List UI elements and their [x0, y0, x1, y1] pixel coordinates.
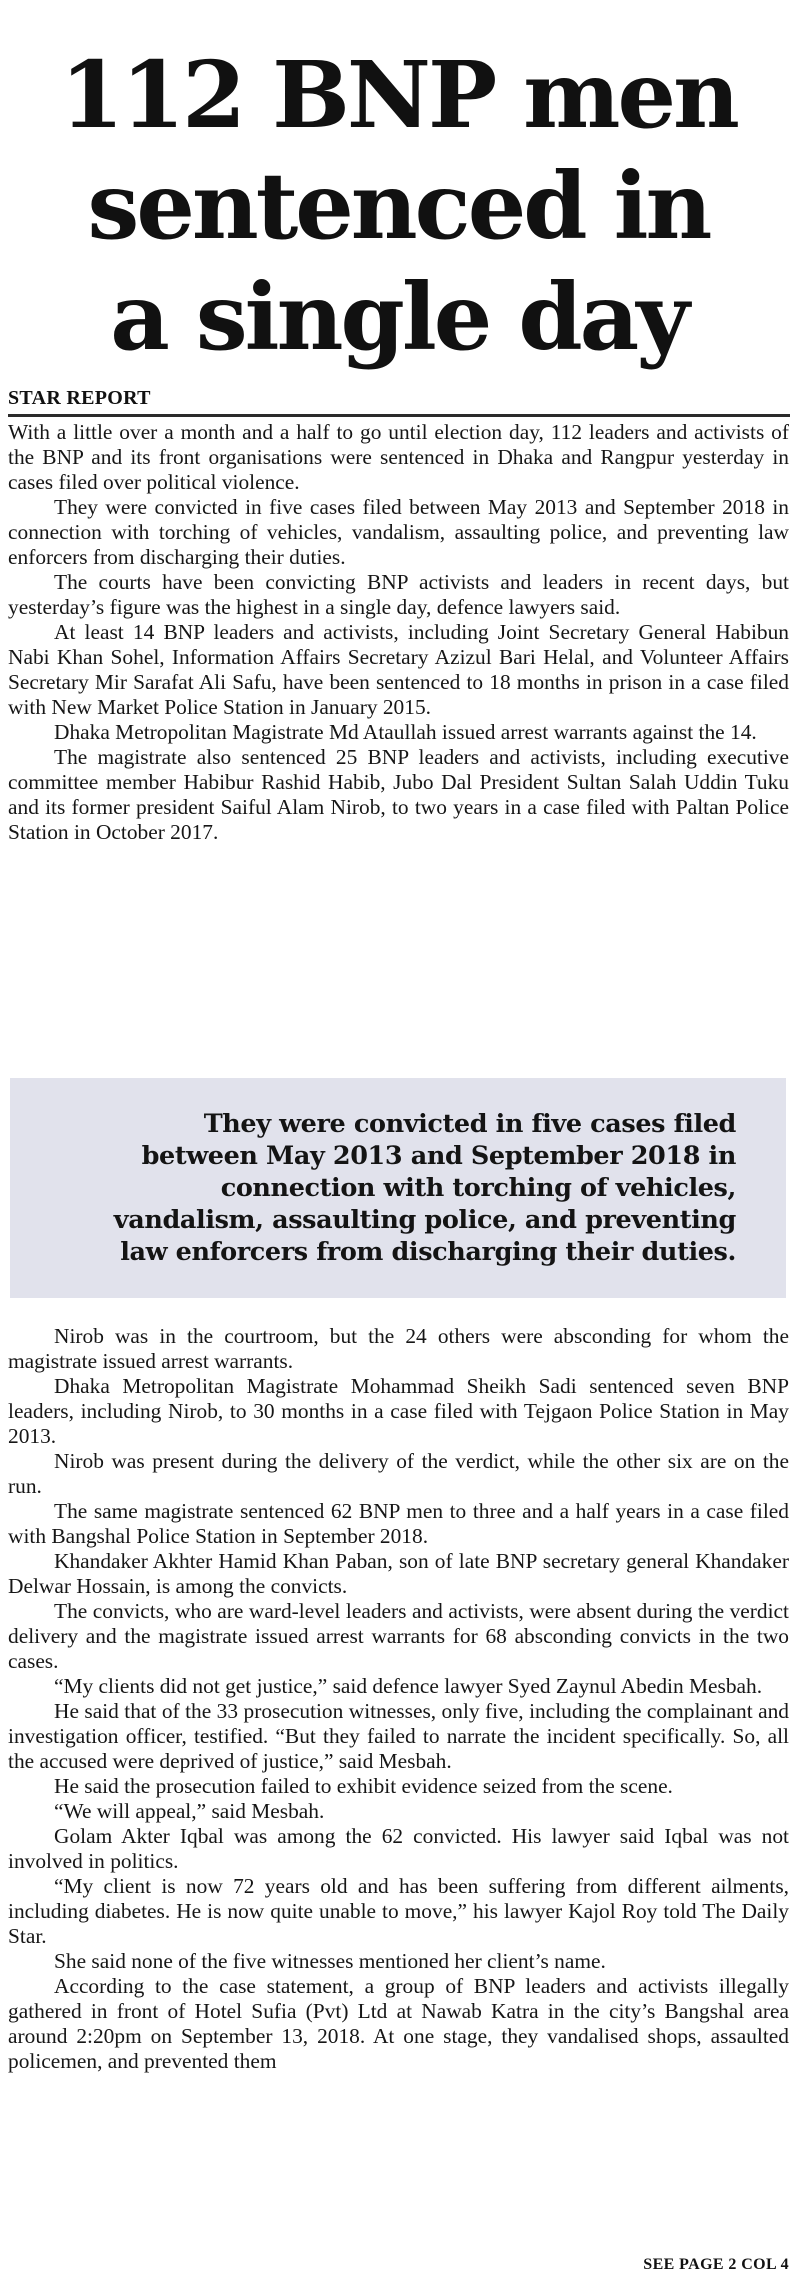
paragraph: Dhaka Metropolitan Magistrate Mohammad Sheikh Sadi sentenced seven BNP leaders, including Nirob, to 30 months in a case filed with Tejgaon Police Station in May 2013. — [8, 1374, 789, 1448]
paragraph: Khandaker Akhter Hamid Khan Paban, son of late BNP secretary general Khandaker Delwar Hossain, is among the convicts. — [8, 1549, 789, 1598]
paragraph: She said none of the five witnesses mentioned her client’s name. — [54, 1949, 606, 1973]
continued-jump-line: SEE PAGE 2 COL 4 — [643, 2256, 789, 2273]
paragraph: “We will appeal,” said Mesbah. — [54, 1799, 325, 1823]
paragraph: Golam Akter Iqbal was among the 62 convicted. His lawyer said Iqbal was not involved in politics. — [8, 1824, 789, 1873]
byline: STAR REPORT — [8, 387, 151, 409]
paragraph: They were convicted in five cases filed between May 2013 and September 2018 in connection with torching of vehicles, vandalism, assaulting police, and preventing law enforcers from discharging their duties. — [8, 495, 789, 569]
paragraph: “My client is now 72 years old and has been suffering from different ailments, including diabetes. He is now quite unable to move,” his lawyer Kajol Roy told The Daily Star. — [8, 1874, 789, 1948]
paragraph: At least 14 BNP leaders and activists, including Joint Secretary General Habibun Nabi Khan Sohel, Information Affairs Secretary Azizul Bari Helal, and Volunteer Affairs Secretary Mir Sarafat Ali Safu, have been sentenced to 18 months in prison in a case filed with New Market Police Station in January 2015. — [8, 620, 789, 719]
paragraph: Nirob was present during the delivery of the verdict, while the other six are on the run. — [8, 1449, 789, 1498]
paragraph: He said that of the 33 prosecution witnesses, only five, including the complainant and investigation officer, testified. “But they failed to narrate the incident specifically. So, all the accused were deprived of justice,” said Mesbah. — [8, 1699, 789, 1773]
paragraph: The magistrate also sentenced 25 BNP leaders and activists, including executive committee member Habibur Rashid Habib, Jubo Dal President Sultan Salah Uddin Tuku and its former president Saiful Alam Nirob, to two years in a case filed with Paltan Police Station in October 2017. — [8, 745, 789, 844]
paragraph: With a little over a month and a half to go until election day, 112 leaders and activists of the BNP and its front organisations were sentenced in Dhaka and Rangpur yesterday in cases filed over political violence. — [8, 420, 789, 494]
paragraph: “My clients did not get justice,” said defence lawyer Syed Zaynul Abedin Mesbah. — [54, 1674, 763, 1698]
paragraph: According to the case statement, a group of BNP leaders and activists illegally gathered in front of Hotel Sufia (Pvt) Ltd at Nawab Katra in the city’s Bangshal area around 2:20pm on September 13, 2018. At one stage, they vandalised shops, assaulted policemen, and prevented them — [8, 1974, 789, 2073]
byline-rule — [8, 414, 790, 417]
headline-line: sentenced in — [87, 152, 710, 260]
paragraph: He said the prosecution failed to exhibit evidence seized from the scene. — [54, 1774, 673, 1798]
paragraph: The courts have been convicting BNP activists and leaders in recent days, but yesterday’s figure was the highest in a single day, defence lawyers said. — [8, 570, 789, 619]
article-body-bottom — [8, 1324, 789, 2074]
article-body-top — [8, 420, 789, 845]
headline-line: 112 BNP men — [60, 41, 737, 149]
headline — [0, 40, 797, 373]
pull-quote-box — [10, 1078, 786, 1298]
paragraph: The same magistrate sentenced 62 BNP men to three and a half years in a case filed with Bangshal Police Station in September 2018. — [8, 1499, 789, 1548]
paragraph: Nirob was in the courtroom, but the 24 others were absconding for whom the magistrate issued arrest warrants. — [8, 1324, 789, 1373]
paragraph: The convicts, who are ward-level leaders and activists, were absent during the verdict delivery and the magistrate issued arrest warrants for 68 absconding convicts in the two cases. — [8, 1599, 789, 1673]
pull-quote-text: They were convicted in five cases filed between May 2013 and September 2018 in connection with torching of vehicles, vandalism, assaulting police, and preventing law enforcers from discharging their duties. — [113, 1109, 736, 1267]
headline-line: a single day — [110, 263, 687, 371]
paragraph: Dhaka Metropolitan Magistrate Md Ataullah issued arrest warrants against the 14. — [54, 720, 757, 744]
